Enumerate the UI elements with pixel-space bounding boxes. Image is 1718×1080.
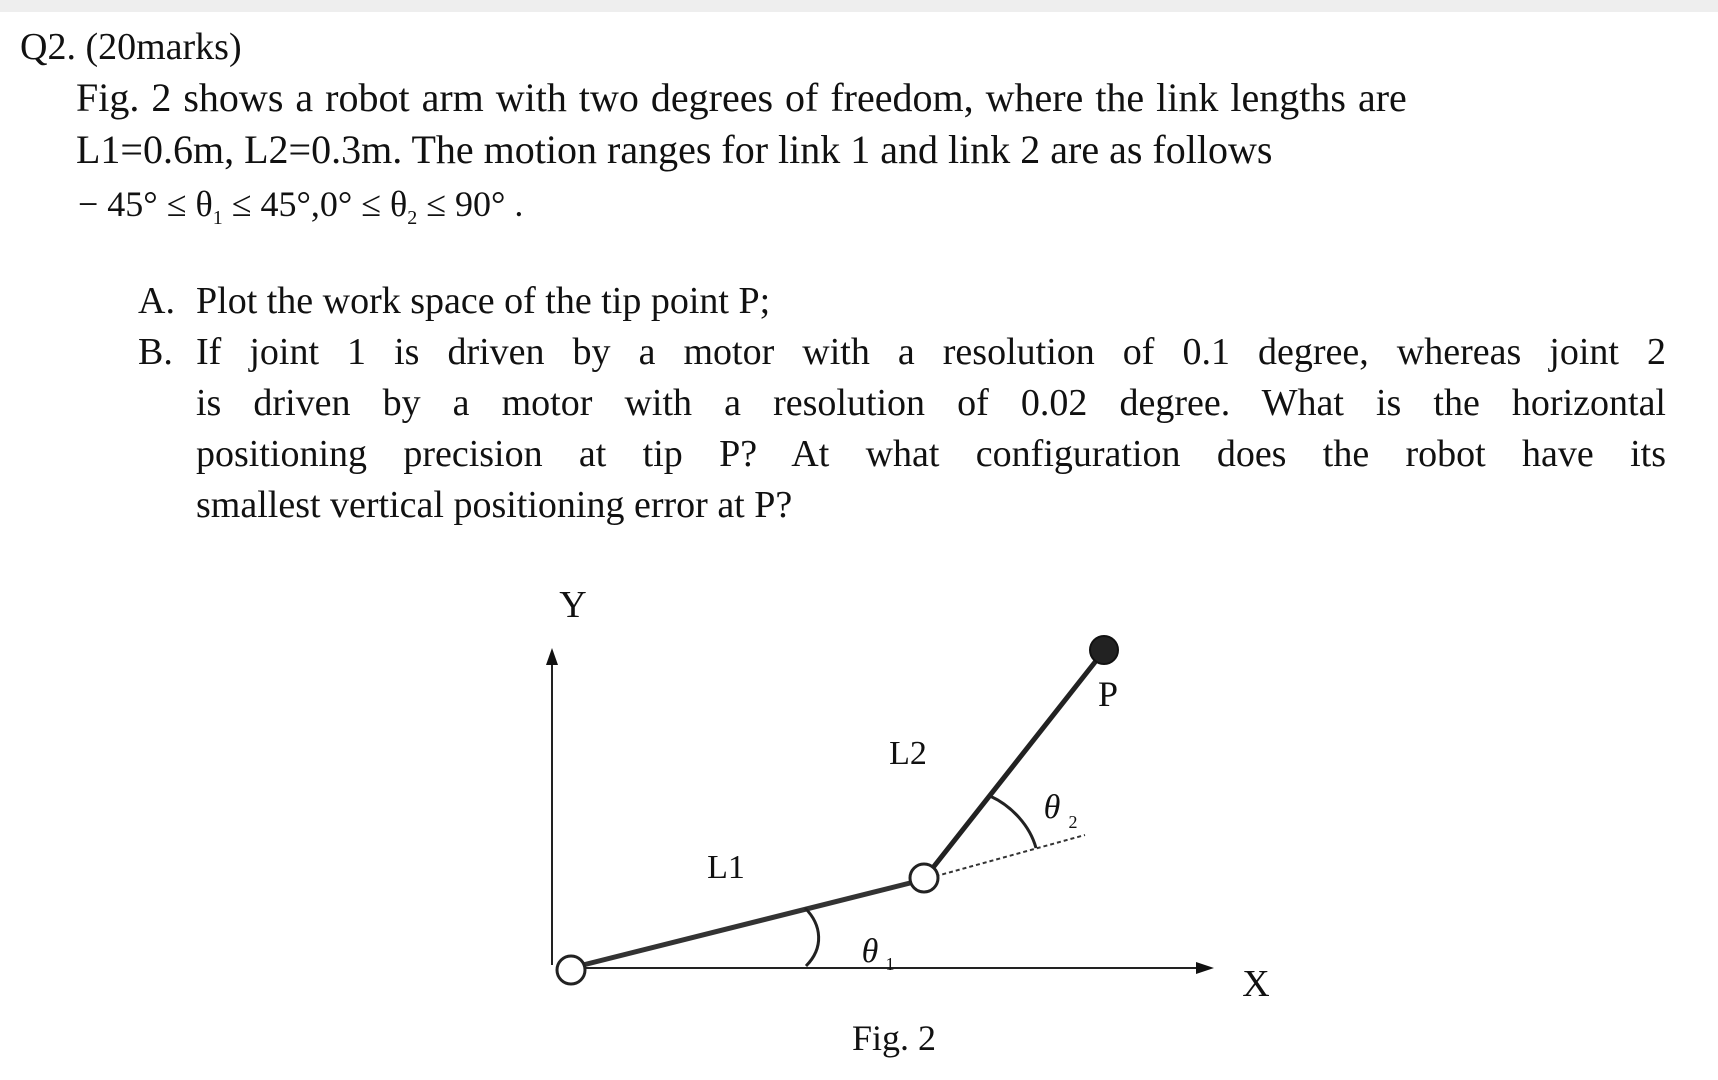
intro-text-line-1: Fig. 2 shows a robot arm with two degrees of freedom, where the link lengths are	[76, 75, 1407, 120]
link-1-label: L1	[707, 849, 745, 886]
theta2-arc	[990, 796, 1036, 848]
link-2-bar	[924, 652, 1103, 879]
tip-label: P	[1097, 674, 1119, 714]
x-axis-label: X	[1242, 963, 1270, 1005]
item-b-line-3: positioning precision at tip P? At what configuration does the robot have its	[196, 433, 1666, 475]
link-2-label: L2	[889, 735, 927, 772]
range-part-3: ≤ 90° .	[417, 184, 524, 224]
range-sub-1: 1	[212, 207, 223, 229]
base-joint	[557, 956, 585, 984]
item-a-text: Plot the work space of the tip point P;	[196, 280, 771, 322]
link-1-extension-dashed	[922, 835, 1085, 880]
elbow-joint	[910, 864, 938, 892]
range-part-1: − 45° ≤ θ	[78, 184, 213, 224]
item-b-line-1: If joint 1 is driven by a motor with a resolution of 0.1 degree, whereas joint 2	[196, 331, 1666, 373]
item-b-marker: B.	[138, 331, 173, 373]
tip-point-p	[1090, 636, 1118, 664]
theta1-arc	[805, 908, 819, 966]
theta2-subscript: 2	[1068, 812, 1078, 832]
y-axis-arrowhead	[546, 648, 558, 665]
theta1-label: θ	[861, 933, 879, 970]
question-title: Q2. (20marks)	[20, 26, 242, 68]
x-axis-arrowhead	[1196, 962, 1214, 974]
theta2-label: θ	[1043, 789, 1061, 826]
range-sub-2: 2	[407, 207, 418, 229]
figure-caption: Fig. 2	[851, 1018, 937, 1058]
item-a-marker: A.	[138, 280, 175, 322]
item-b-line-4: smallest vertical positioning error at P?	[196, 484, 793, 526]
y-axis-label: Y	[559, 584, 587, 626]
range-part-2: ≤ 45°,0° ≤ θ	[222, 184, 408, 224]
item-b-line-2: is driven by a motor with a resolution of 0.02 degree. What is the horizontal	[196, 382, 1666, 424]
intro-text-line-2: L1=0.6m, L2=0.3m. The motion ranges for link 1 and link 2 are as follows	[76, 127, 1273, 172]
theta1-subscript: 1	[885, 954, 895, 974]
